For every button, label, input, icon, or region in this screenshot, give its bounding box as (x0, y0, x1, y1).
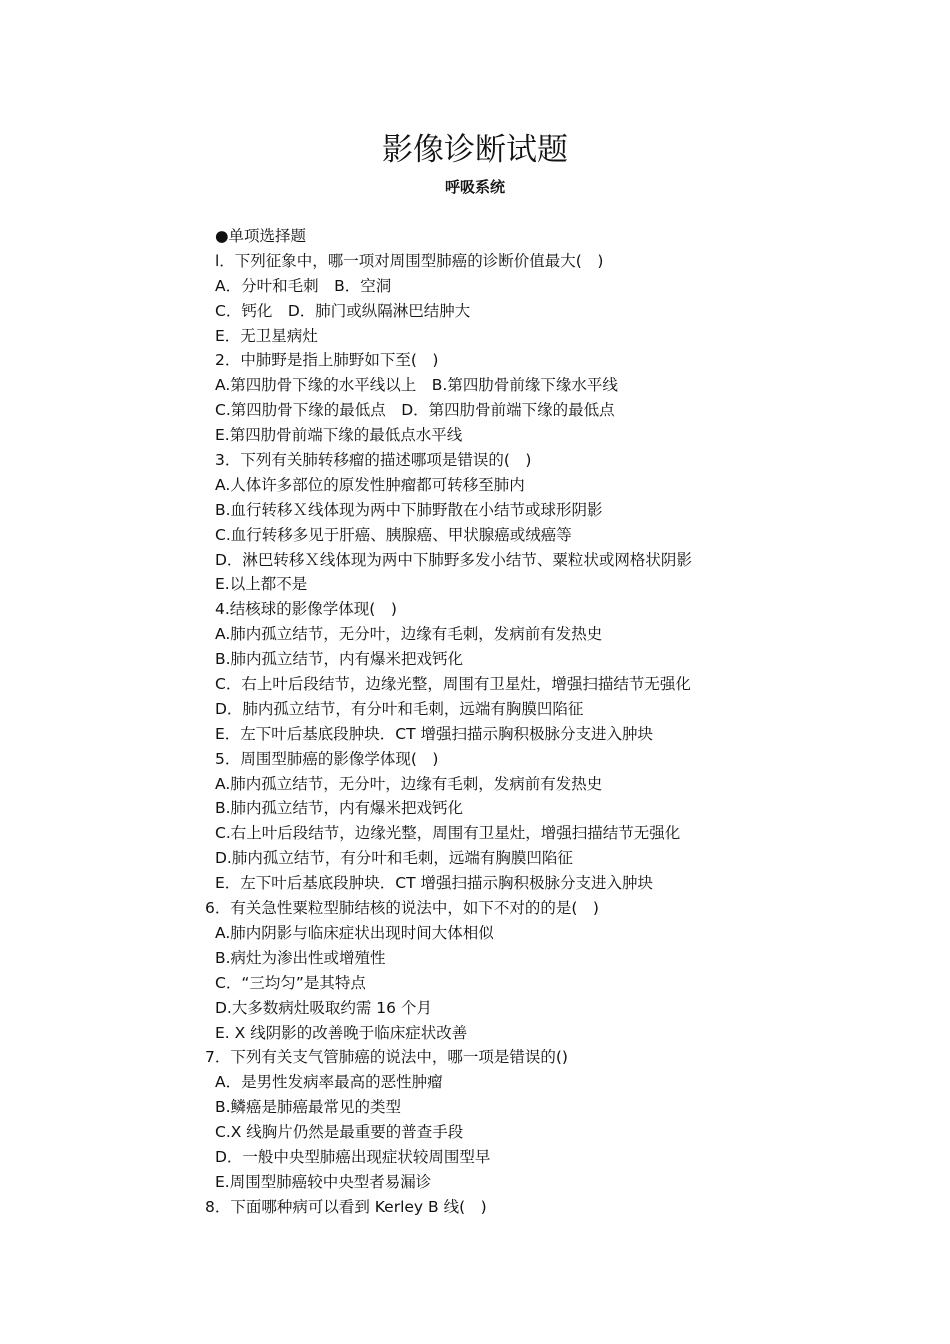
text-line: E.第四肋骨前端下缘的最低点水平线 (215, 426, 463, 445)
text-line: D．肺内孤立结节，有分叶和毛刺，远端有胸膜凹陷征 (215, 699, 584, 718)
text-line: 3．下列有关肺转移瘤的描述哪项是错误的( ) (215, 451, 532, 470)
text-line: D.肺内孤立结节，有分叶和毛刺，远端有胸膜凹陷征 (215, 849, 573, 868)
text-line: E. X 线阴影的改善晚于临床症状改善 (215, 1023, 468, 1042)
text-line: l．下列征象中，哪一项对周围型肺癌的诊断价值最大( ) (215, 251, 604, 270)
text-line: A.肺内孤立结节，无分叶，边缘有毛刺，发病前有发热史 (215, 625, 603, 644)
text-line: B.血行转移Ｘ线体现为两中下肺野散在小结节或球形阴影 (215, 500, 603, 519)
text-line: A.肺内阴影与临床症状出现时间大体相似 (215, 923, 494, 942)
text-line: D．一般中央型肺癌出现症状较周围型早 (215, 1147, 491, 1166)
text-line: 6．有关急性粟粒型肺结核的说法中，如下不对的的是( ) (205, 899, 599, 918)
text-line: 4.结核球的影像学体现( ) (215, 600, 397, 619)
text-line: B.肺内孤立结节，内有爆米把戏钙化 (215, 799, 464, 818)
text-line: C.右上叶后段结节，边缘光整，周围有卫星灶，增强扫描结节无强化 (215, 824, 681, 843)
text-line: E.以上都不是 (215, 575, 308, 594)
text-line: A.第四肋骨下缘的水平线以上 B.第四肋骨前缘下缘水平线 (215, 376, 618, 395)
text-line: B.病灶为渗出性或增殖性 (215, 948, 386, 967)
text-line: 7．下列有关支气管肺癌的说法中，哪一项是错误的() (205, 1048, 568, 1067)
text-line: E.周围型肺癌较中央型者易漏诊 (215, 1172, 432, 1191)
text-line: C.血行转移多见于肝癌、胰腺癌、甲状腺癌或绒癌等 (215, 525, 572, 544)
text-line: A.肺内孤立结节，无分叶，边缘有毛刺，发病前有发热史 (215, 774, 603, 793)
text-line: A.人体许多部位的原发性肿瘤都可转移至肺内 (215, 475, 525, 494)
text-line: A．是男性发病率最高的恶性肿瘤 (215, 1073, 443, 1092)
text-line: C．右上叶后段结节，边缘光整，周围有卫星灶，增强扫描结节无强化 (215, 675, 691, 694)
text-line: C.第四肋骨下缘的最低点 D．第四肋骨前端下缘的最低点 (215, 401, 615, 420)
text-line: E．左下叶后基底段肿块．CT 增强扫描示胸积极脉分支进入肿块 (215, 724, 654, 743)
text-line: A．分叶和毛刺 B．空洞 (215, 276, 392, 295)
text-line: E．左下叶后基底段肿块．CT 增强扫描示胸积极脉分支进入肿块 (215, 874, 654, 893)
text-line: D.大多数病灶吸取约需 16 个月 (215, 998, 432, 1017)
text-line: D．淋巴转移Ｘ线体现为两中下肺野多发小结节、粟粒状或网格状阴影 (215, 550, 692, 569)
text-line: 2．中肺野是指上肺野如下至( ) (215, 351, 439, 370)
text-line: B.肺内孤立结节，内有爆米把戏钙化 (215, 650, 464, 669)
text-line: 5．周围型肺癌的影像学体现( ) (215, 749, 439, 768)
text-line: ●单项选择题 (215, 227, 307, 245)
text-line: C．钙化 D．肺门或纵隔淋巴结肿大 (215, 301, 471, 320)
text-line: C.X 线胸片仍然是最重要的普查手段 (215, 1123, 464, 1142)
question-list (0, 224, 950, 1220)
page-subtitle: 呼吸系统 (444, 178, 505, 196)
text-line: E．无卫星病灶 (215, 326, 318, 345)
page-title: 影像诊断试题 (382, 132, 568, 168)
text-line: 8．下面哪种病可以看到 Kerley B 线( ) (205, 1197, 487, 1216)
text-line: B.鳞癌是肺癌最常见的类型 (215, 1098, 402, 1117)
text-line: C．“三均匀”是其特点 (215, 973, 366, 992)
